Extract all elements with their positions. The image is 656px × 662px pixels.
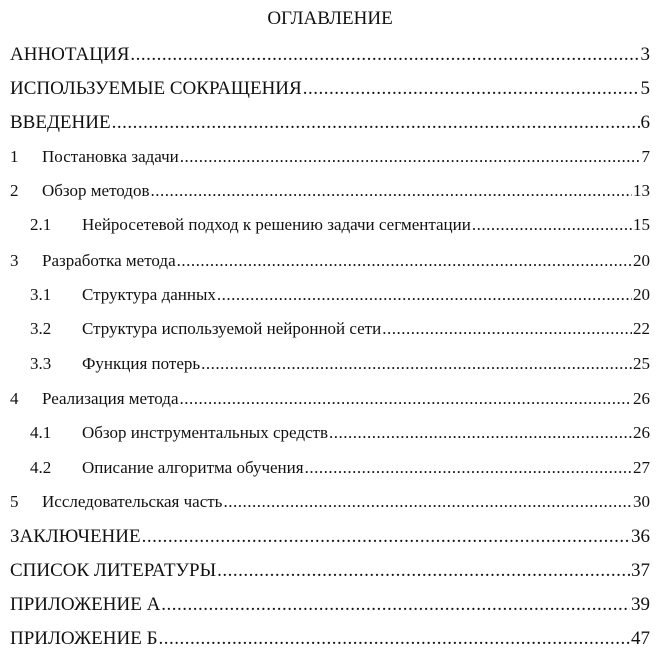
toc-entry-section-1[interactable] bbox=[10, 147, 650, 167]
toc-entry-label: СПИСОК ЛИТЕРАТУРЫ bbox=[10, 560, 217, 581]
toc-page-number: 13 bbox=[633, 181, 650, 200]
toc-dot-leader bbox=[217, 560, 630, 582]
toc-dot-leader bbox=[158, 628, 630, 650]
toc-page-number: 27 bbox=[633, 458, 650, 477]
toc-dot-leader bbox=[472, 215, 632, 235]
toc-dot-leader bbox=[305, 458, 632, 478]
toc-title: ОГЛАВЛЕНИЕ bbox=[267, 8, 393, 29]
toc-page-number: 36 bbox=[631, 526, 650, 547]
toc-dot-leader bbox=[201, 354, 632, 374]
toc-entry-label: Постановка задачи bbox=[42, 147, 179, 166]
toc-entry-number: 3.1 bbox=[30, 285, 52, 304]
toc-page-number: 6 bbox=[640, 112, 650, 133]
toc-entry-introduction[interactable] bbox=[10, 112, 650, 134]
toc-entry-label: ПРИЛОЖЕНИЕ Б bbox=[10, 628, 158, 649]
toc-entry-number: 3.2 bbox=[30, 319, 52, 338]
toc-page-number: 5 bbox=[640, 78, 650, 99]
toc-entry-label: Нейросетевой подход к решению задачи сегментации bbox=[82, 215, 471, 234]
toc-entry-appendix-b[interactable] bbox=[10, 628, 650, 650]
toc-dot-leader bbox=[180, 389, 633, 409]
toc-entry-label: Функция потерь bbox=[82, 354, 201, 373]
toc-entry-number: 4.2 bbox=[30, 458, 52, 477]
toc-entry-references[interactable] bbox=[10, 560, 650, 582]
toc-dot-leader bbox=[161, 594, 630, 616]
toc-page-number: 39 bbox=[631, 594, 650, 615]
toc-page-number: 15 bbox=[633, 215, 650, 234]
toc-entry-section-3[interactable] bbox=[10, 251, 650, 271]
toc-dot-leader bbox=[142, 526, 630, 548]
toc-entry-label: Исследовательская часть bbox=[42, 492, 223, 511]
toc-entry-section-4[interactable] bbox=[10, 389, 650, 409]
toc-entry-label: АННОТАЦИЯ bbox=[10, 44, 130, 65]
toc-dot-leader bbox=[382, 319, 632, 339]
toc-dot-leader bbox=[177, 251, 632, 271]
toc-page-number: 20 bbox=[633, 285, 650, 304]
toc-dot-leader bbox=[217, 285, 632, 305]
toc-entry-section-3-3[interactable] bbox=[30, 354, 650, 374]
toc-entry-label: Структура используемой нейронной сети bbox=[82, 319, 382, 338]
toc-entry-label: Реализация метода bbox=[42, 389, 179, 408]
toc-entry-section-3-2[interactable] bbox=[30, 319, 650, 339]
toc-entry-label: ЗАКЛЮЧЕНИЕ bbox=[10, 526, 141, 547]
toc-entry-label: Обзор инструментальных средств bbox=[82, 423, 328, 442]
toc-entry-number: 1 bbox=[10, 147, 19, 166]
toc-entry-number: 4.1 bbox=[30, 423, 52, 442]
toc-page-number: 47 bbox=[631, 628, 650, 649]
toc-dot-leader bbox=[329, 423, 632, 443]
toc-entry-number: 4 bbox=[10, 389, 19, 408]
toc-page-number: 26 bbox=[633, 423, 650, 442]
toc-dot-leader bbox=[303, 78, 640, 100]
toc-page-number: 7 bbox=[641, 147, 650, 166]
toc-dot-leader bbox=[130, 44, 639, 66]
toc-entry-label: Разработка метода bbox=[42, 251, 176, 270]
toc-dot-leader bbox=[112, 112, 640, 134]
toc-page-number: 22 bbox=[633, 319, 650, 338]
toc-entry-label: ИСПОЛЬЗУЕМЫЕ СОКРАЩЕНИЯ bbox=[10, 78, 302, 99]
toc-entry-number: 2 bbox=[10, 181, 19, 200]
toc-entry-section-4-1[interactable] bbox=[30, 423, 650, 443]
toc-entry-label: ВВЕДЕНИЕ bbox=[10, 112, 111, 133]
toc-dot-leader bbox=[180, 147, 641, 167]
toc-entry-label: Описание алгоритма обучения bbox=[82, 458, 304, 477]
toc-entry-number: 5 bbox=[10, 492, 19, 511]
toc-entry-section-3-1[interactable] bbox=[30, 285, 650, 305]
toc-entry-section-2[interactable] bbox=[10, 181, 650, 201]
toc-page-number: 25 bbox=[633, 354, 650, 373]
toc-entry-abstract[interactable] bbox=[10, 44, 650, 66]
toc-entry-number: 3.3 bbox=[30, 354, 52, 373]
toc-entry-section-2-1[interactable] bbox=[30, 215, 650, 235]
toc-page-number: 3 bbox=[640, 44, 650, 65]
toc-page-number: 26 bbox=[633, 389, 650, 408]
toc-entry-label: Структура данных bbox=[82, 285, 216, 304]
toc-page-number: 20 bbox=[633, 251, 650, 270]
toc-entry-section-5[interactable] bbox=[10, 492, 650, 512]
toc-page-number: 37 bbox=[631, 560, 650, 581]
toc-entry-conclusion[interactable] bbox=[10, 526, 650, 548]
toc-dot-leader bbox=[151, 181, 633, 201]
toc-entry-section-4-2[interactable] bbox=[30, 458, 650, 478]
toc-entry-label: ПРИЛОЖЕНИЕ А bbox=[10, 594, 161, 615]
toc-entry-number: 3 bbox=[10, 251, 19, 270]
toc-entry-number: 2.1 bbox=[30, 215, 52, 234]
toc-entry-label: Обзор методов bbox=[42, 181, 150, 200]
toc-entry-appendix-a[interactable] bbox=[10, 594, 650, 616]
toc-dot-leader bbox=[223, 492, 632, 512]
toc-page-number: 30 bbox=[633, 492, 650, 511]
toc-entry-abbreviations[interactable] bbox=[10, 78, 650, 100]
